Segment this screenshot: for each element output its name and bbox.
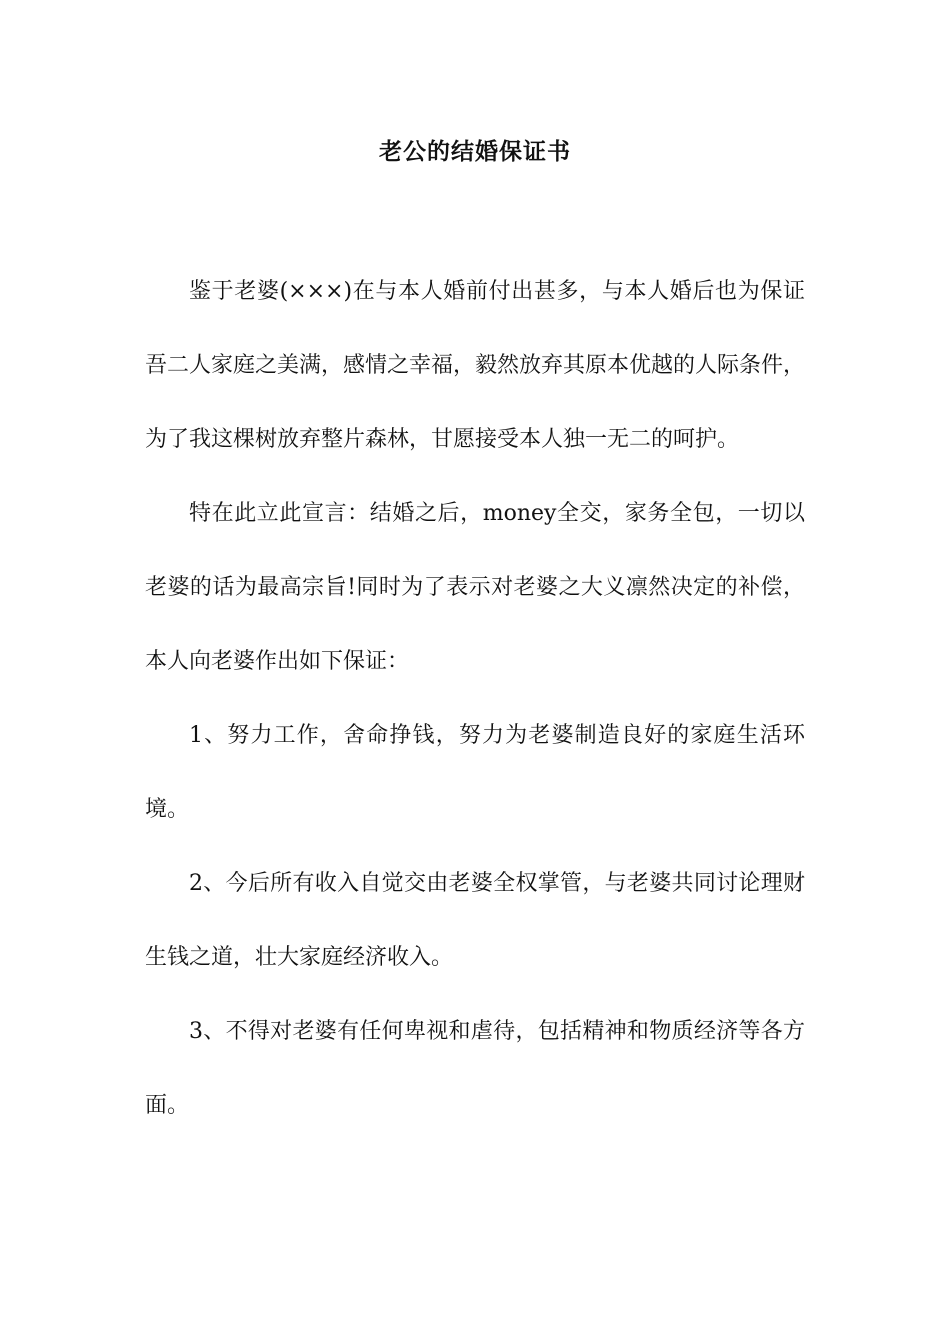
document-body [145,255,805,1143]
paragraph-preamble: 鉴于老婆(×××)在与本人婚前付出甚多，与本人婚后也为保证吾二人家庭之美满，感情之幸福，毅然放弃其原本优越的人际条件，为了我这棵树放弃整片森林，甘愿接受本人独一无二的呵护。 [145,279,806,452]
paragraph-pledge-3: 3、不得对老婆有任何卑视和虐待，包括精神和物质经济等各方面。 [145,1019,805,1118]
document-title: 老公的结婚保证书 [379,138,571,165]
paragraph-declaration: 特在此立此宣言：结婚之后，money全交，家务全包，一切以老婆的话为最高宗旨!同时为了表示对老婆之大义凛然决定的补偿，本人向老婆作出如下保证： [145,501,805,674]
paragraph-pledge-1: 1、努力工作，舍命挣钱，努力为老婆制造良好的家庭生活环境。 [145,723,805,822]
paragraph-pledge-2: 2、今后所有收入自觉交由老婆全权掌管，与老婆共同讨论理财生钱之道，壮大家庭经济收入。 [145,871,805,970]
